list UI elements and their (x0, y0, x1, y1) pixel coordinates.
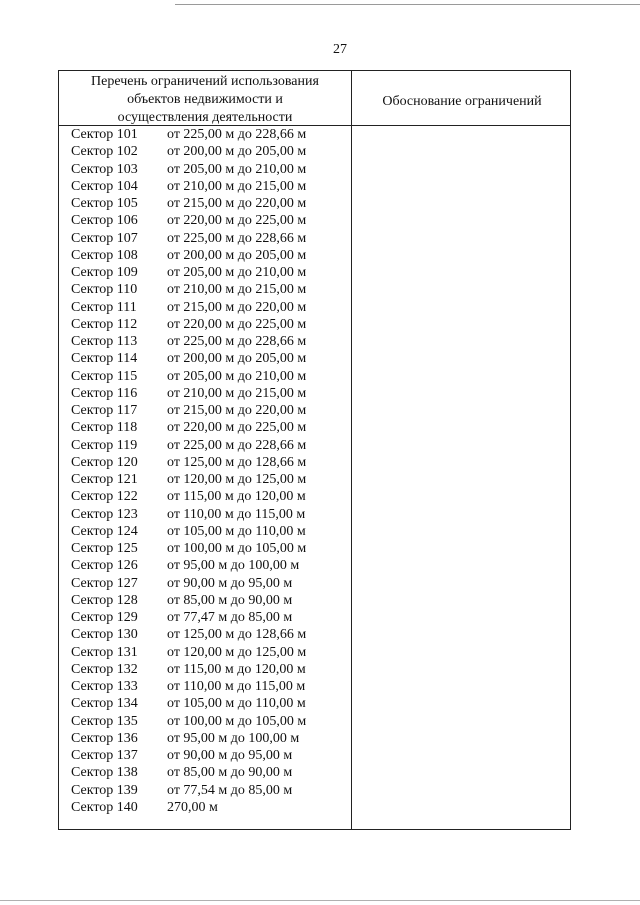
sector-label: Сектор 139 (71, 782, 138, 798)
table-row (59, 557, 351, 574)
height-range: от 125,00 м до 128,66 м (167, 627, 307, 643)
height-range: от 115,00 м до 120,00 м (167, 661, 306, 677)
height-range: от 77,54 м до 85,00 м (167, 782, 293, 798)
sector-label: Сектор 112 (71, 316, 138, 332)
sector-label: Сектор 128 (71, 592, 138, 608)
height-range: от 105,00 м до 110,00 м (167, 696, 306, 712)
height-range: от 200,00 м до 205,00 м (167, 144, 307, 160)
height-range: от 225,00 м до 228,66 м (167, 437, 307, 453)
height-range: от 120,00 м до 125,00 м (167, 472, 307, 487)
sector-label: Сектор 140 (71, 799, 138, 815)
table-row (59, 730, 351, 747)
height-range: от 220,00 м до 225,00 м (167, 213, 307, 229)
height-range: от 85,00 м до 90,00 м (167, 765, 293, 781)
sector-label: Сектор 106 (71, 213, 138, 229)
height-range: от 95,00 м до 100,00 м (167, 558, 300, 574)
table-row (59, 230, 351, 247)
sector-label: Сектор 115 (71, 368, 138, 384)
sector-label: Сектор 136 (71, 730, 138, 746)
table-row (59, 264, 351, 281)
table-row (59, 212, 351, 229)
sector-label: Сектор 129 (71, 610, 138, 625)
table-row (59, 281, 351, 298)
table-row (59, 368, 351, 385)
table-row (59, 626, 351, 643)
height-range: от 110,00 м до 115,00 м (167, 506, 306, 522)
table-row (59, 126, 351, 143)
height-range: от 225,00 м до 228,66 м (167, 230, 307, 246)
table-row (59, 247, 351, 264)
table-row (59, 713, 351, 730)
table-row (59, 764, 351, 781)
table-row (59, 402, 351, 419)
sector-label: Сектор 133 (71, 679, 138, 694)
height-range: от 220,00 м до 225,00 м (167, 316, 307, 332)
height-range: 270,00 м (167, 799, 218, 815)
header-restrictions-list (59, 73, 351, 127)
header-left-line: осуществления деятельности (117, 110, 293, 125)
sector-label: Сектор 110 (71, 282, 138, 298)
height-range: от 125,00 м до 128,66 м (167, 454, 307, 470)
sector-label: Сектор 134 (71, 696, 138, 712)
table-row (59, 575, 351, 592)
table-row (59, 523, 351, 540)
table-row (59, 747, 351, 764)
sector-label: Сектор 117 (71, 403, 138, 418)
height-range: от 110,00 м до 115,00 м (167, 679, 306, 694)
height-range: от 220,00 м до 225,00 м (167, 420, 307, 436)
sector-label: Сектор 125 (71, 541, 138, 556)
height-range: от 90,00 м до 95,00 м (167, 575, 293, 591)
height-range: от 205,00 м до 210,00 м (167, 265, 307, 280)
scan-edge-top (175, 4, 640, 5)
table-row (59, 161, 351, 178)
table-row (59, 695, 351, 712)
sector-label: Сектор 127 (71, 575, 138, 591)
sector-label: Сектор 104 (71, 178, 138, 194)
height-range: от 225,00 м до 228,66 м (167, 127, 307, 142)
sector-label: Сектор 137 (71, 748, 138, 763)
header-justification: Обоснование ограничений (382, 94, 542, 109)
table-row (59, 644, 351, 661)
table-row (59, 782, 351, 799)
sector-label: Сектор 101 (71, 127, 138, 142)
header-left-line: объектов недвижимости и (127, 92, 283, 107)
scan-edge-bottom (0, 900, 640, 901)
sector-label: Сектор 131 (71, 644, 138, 660)
height-range: от 210,00 м до 215,00 м (167, 385, 307, 401)
table-row (59, 506, 351, 523)
sector-label: Сектор 102 (71, 144, 138, 160)
sector-label: Сектор 121 (71, 472, 138, 487)
height-range: от 120,00 м до 125,00 м (167, 644, 307, 660)
height-range: от 225,00 м до 228,66 м (167, 334, 307, 349)
height-range: от 215,00 м до 220,00 м (167, 403, 307, 418)
table-row (59, 437, 351, 454)
height-range: от 210,00 м до 215,00 м (167, 178, 307, 194)
table-row (59, 385, 351, 402)
table-row (59, 195, 351, 212)
table-row (59, 178, 351, 195)
sector-label: Сектор 126 (71, 558, 138, 574)
sector-label: Сектор 109 (71, 265, 138, 280)
header-left-line: Перечень ограничений использования (91, 74, 319, 89)
height-range: от 205,00 м до 210,00 м (167, 161, 307, 177)
sector-label: Сектор 107 (71, 230, 138, 246)
page-number: 27 (333, 42, 347, 57)
height-range: от 95,00 м до 100,00 м (167, 730, 300, 746)
height-range: от 105,00 м до 110,00 м (167, 523, 306, 539)
table-row (59, 316, 351, 333)
table-row (59, 333, 351, 350)
height-range: от 205,00 м до 210,00 м (167, 368, 307, 384)
sector-label: Сектор 108 (71, 247, 138, 263)
height-range: от 90,00 м до 95,00 м (167, 748, 293, 763)
sector-label: Сектор 119 (71, 437, 138, 453)
table-body (59, 126, 351, 816)
height-range: от 210,00 м до 215,00 м (167, 282, 307, 298)
table-row (59, 609, 351, 626)
height-range: от 85,00 м до 90,00 м (167, 592, 293, 608)
sector-label: Сектор 132 (71, 661, 138, 677)
table-row (59, 678, 351, 695)
table-row (59, 799, 351, 816)
table-row (59, 350, 351, 367)
table-row (59, 419, 351, 436)
table-row (59, 592, 351, 609)
sector-label: Сектор 103 (71, 161, 138, 177)
height-range: от 215,00 м до 220,00 м (167, 299, 307, 315)
height-range: от 77,47 м до 85,00 м (167, 610, 293, 625)
sector-label: Сектор 116 (71, 385, 138, 401)
sector-label: Сектор 113 (71, 334, 138, 349)
table-row (59, 143, 351, 160)
sector-label: Сектор 114 (71, 351, 138, 367)
height-range: от 200,00 м до 205,00 м (167, 351, 307, 367)
table-row (59, 488, 351, 505)
table-row (59, 540, 351, 557)
height-range: от 100,00 м до 105,00 м (167, 541, 307, 556)
table-row (59, 471, 351, 488)
sector-label: Сектор 124 (71, 523, 138, 539)
sector-label: Сектор 105 (71, 196, 138, 211)
height-range: от 200,00 м до 205,00 м (167, 247, 307, 263)
column-divider (351, 71, 352, 829)
table-row (59, 454, 351, 471)
restrictions-table (58, 70, 571, 830)
sector-label: Сектор 130 (71, 627, 138, 643)
height-range: от 215,00 м до 220,00 м (167, 196, 307, 211)
sector-label: Сектор 122 (71, 489, 138, 505)
sector-label: Сектор 138 (71, 765, 138, 781)
table-row (59, 661, 351, 678)
table-row (59, 299, 351, 316)
height-range: от 115,00 м до 120,00 м (167, 489, 306, 505)
sector-label: Сектор 120 (71, 454, 138, 470)
height-range: от 100,00 м до 105,00 м (167, 713, 307, 729)
sector-label: Сектор 111 (71, 299, 137, 315)
sector-label: Сектор 123 (71, 506, 138, 522)
sector-label: Сектор 118 (71, 420, 138, 436)
sector-label: Сектор 135 (71, 713, 138, 729)
